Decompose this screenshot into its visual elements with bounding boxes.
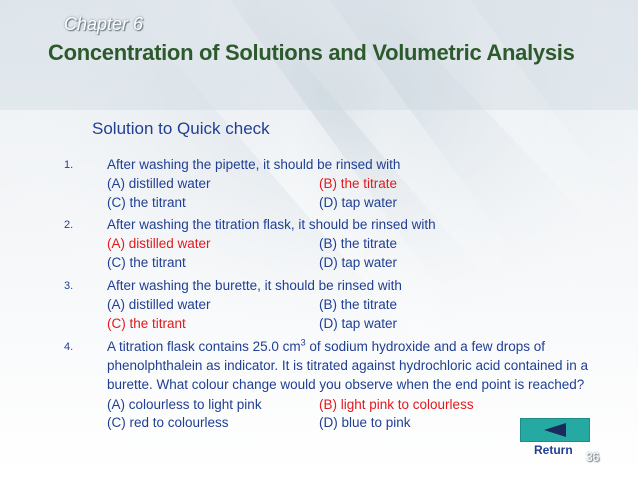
option-b-correct: (B) light pink to colourless <box>319 397 474 412</box>
option-d: (D) tap water <box>319 255 398 270</box>
question-text-part: of sodium hydroxide and a few drops of phenolphthalein as indicator. It is titrated against hydrochloric acid contained in a burette. What colour change would you observe when the end point is reached? <box>107 339 589 392</box>
option-d: (D) tap water <box>319 195 398 210</box>
option-a: (A) distilled water <box>107 176 211 191</box>
chapter-label: Chapter 6 <box>64 14 144 34</box>
superscript: 3 <box>300 337 306 348</box>
return-label[interactable]: Return <box>534 443 573 457</box>
option-a: (A) distilled water <box>107 297 211 312</box>
question-text: After washing the burette, it should be rinsed with <box>107 278 402 293</box>
option-c: (C) the titrant <box>107 195 186 210</box>
option-a-correct: (A) distilled water <box>107 236 211 251</box>
option-d: (D) blue to pink <box>319 415 411 430</box>
option-c-correct: (C) the titrant <box>107 316 186 331</box>
option-b: (B) the titrate <box>319 297 398 312</box>
option-a: (A) colourless to light pink <box>107 397 262 412</box>
return-button[interactable] <box>520 418 590 442</box>
question-number: 1. <box>64 159 74 171</box>
slide-title: Concentration of Solutions and Volumetric Analysis <box>48 40 575 65</box>
question-text <box>107 337 592 394</box>
option-c: (C) the titrant <box>107 255 186 270</box>
option-c: (C) red to colourless <box>107 415 229 430</box>
option-d: (D) tap water <box>319 316 398 331</box>
question-number: 3. <box>64 280 74 292</box>
section-subtitle: Solution to Quick check <box>92 119 270 138</box>
page-number: 36 <box>586 450 600 464</box>
question-text: After washing the pipette, it should be rinsed with <box>107 157 401 172</box>
option-b-correct: (B) the titrate <box>319 176 398 191</box>
question-number: 4. <box>64 341 74 353</box>
question-text: After washing the titration flask, it should be rinsed with <box>107 217 436 232</box>
option-b: (B) the titrate <box>319 236 398 251</box>
question-number: 2. <box>64 219 74 231</box>
back-arrow-icon <box>544 423 566 437</box>
question-text-part: A titration flask contains 25.0 cm <box>107 339 301 354</box>
